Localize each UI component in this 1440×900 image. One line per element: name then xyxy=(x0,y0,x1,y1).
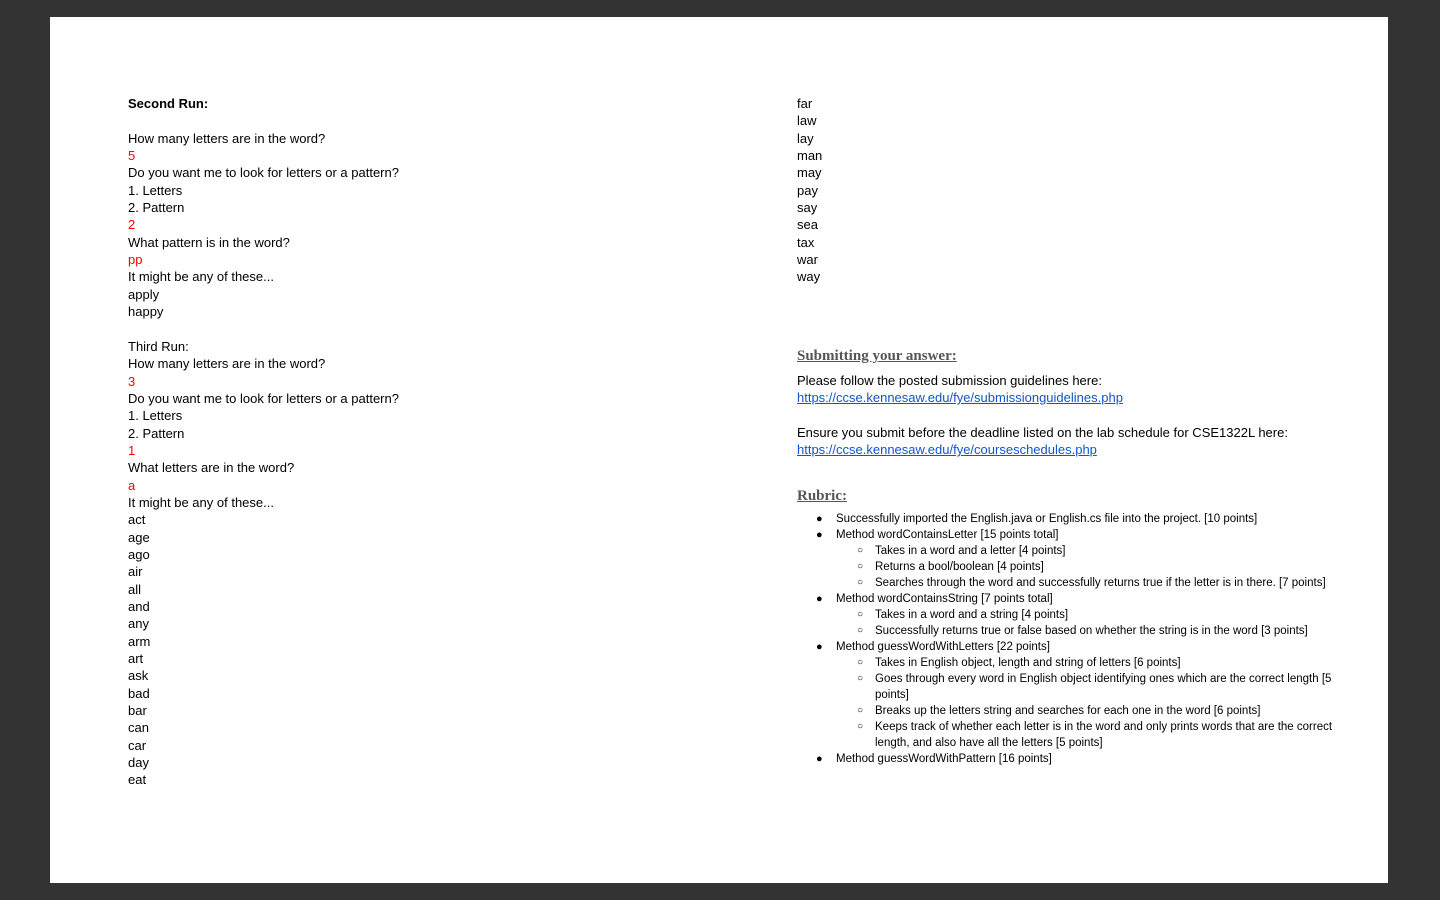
bullet-icon: ● xyxy=(816,528,823,541)
deadline-text: Ensure you submit before the deadline listed on the lab schedule for CSE1322L here: xyxy=(797,424,1288,440)
word-item: art xyxy=(128,651,144,666)
rubric-subitem xyxy=(797,719,1337,751)
rubric-subitem-text: Returns a bool/boolean [4 points] xyxy=(875,560,1044,573)
rubric-item xyxy=(797,591,1337,607)
hollow-bullet-icon: ○ xyxy=(857,624,864,636)
rubric-list xyxy=(797,511,1337,767)
rubric-subitem-text: Breaks up the letters string and searches for each one in the word [6 points] xyxy=(875,704,1261,717)
word-item: all xyxy=(128,581,142,597)
continued-word-list xyxy=(797,95,1337,286)
word-item: and xyxy=(128,598,150,614)
word-item: ask xyxy=(128,668,149,684)
rubric-subitem-text: Successfully returns true or false based on whether the string is in the word [3 points] xyxy=(875,624,1308,637)
output-line: Do you want me to look for letters or a pattern? xyxy=(128,390,399,406)
hollow-bullet-icon: ○ xyxy=(857,576,864,588)
bullet-icon: ● xyxy=(816,752,823,765)
user-input-line: 5 xyxy=(128,148,136,164)
word-item: eat xyxy=(128,772,147,788)
hollow-bullet-icon: ○ xyxy=(857,720,864,732)
word-item: lay xyxy=(797,130,814,146)
word-item: bar xyxy=(128,703,147,719)
rubric-subitem-text: Takes in English object, length and string of letters [6 points] xyxy=(875,656,1181,669)
rubric-subitem xyxy=(797,607,1337,623)
hollow-bullet-icon: ○ xyxy=(857,704,864,716)
word-item: way xyxy=(797,269,821,285)
word-item: far xyxy=(797,96,813,111)
word-item: arm xyxy=(128,633,151,649)
output-line: 2. Pattern xyxy=(128,425,185,441)
rubric-item xyxy=(797,751,1337,767)
third-run-output xyxy=(128,355,728,511)
rubric-subitem-text: Goes through every word in English object identifying ones which are the correct length [5 points] xyxy=(875,672,1332,701)
rubric-subitem xyxy=(797,559,1337,575)
course-schedules-link[interactable]: https://ccse.kennesaw.edu/fye/courseschedules.php xyxy=(797,442,1097,458)
word-item: ago xyxy=(128,546,150,562)
second-run-title: Second Run: xyxy=(128,96,209,111)
user-input-line: pp xyxy=(128,252,143,268)
hollow-bullet-icon: ○ xyxy=(857,672,864,684)
word-item: age xyxy=(128,529,150,545)
output-line: What pattern is in the word? xyxy=(128,234,290,250)
word-item: may xyxy=(797,165,822,181)
right-column xyxy=(797,95,1337,767)
document-page xyxy=(50,17,1388,883)
word-item: day xyxy=(128,755,149,771)
output-line: Do you want me to look for letters or a pattern? xyxy=(128,165,399,181)
user-input-line: 3 xyxy=(128,373,136,389)
word-item: act xyxy=(128,512,146,528)
hollow-bullet-icon: ○ xyxy=(857,544,864,556)
word-item: tax xyxy=(797,234,815,250)
output-line: happy xyxy=(128,304,164,320)
user-input-line: a xyxy=(128,477,136,493)
submission-guidelines-link[interactable]: https://ccse.kennesaw.edu/fye/submissionguidelines.php xyxy=(797,390,1123,406)
rubric-subitem xyxy=(797,543,1337,559)
hollow-bullet-icon: ○ xyxy=(857,608,864,620)
rubric-subitem-text: Takes in a word and a string [4 points] xyxy=(875,608,1069,621)
rubric-subitem xyxy=(797,575,1337,591)
guidelines-text: Please follow the posted submission guidelines here: xyxy=(797,372,1102,388)
rubric-subitem xyxy=(797,703,1337,719)
spacer xyxy=(797,406,1337,423)
output-line: How many letters are in the word? xyxy=(128,356,326,372)
rubric-subitem xyxy=(797,671,1337,703)
output-line: What letters are in the word? xyxy=(128,460,295,476)
word-item: war xyxy=(797,252,818,268)
word-item: law xyxy=(797,113,817,129)
word-item: sea xyxy=(797,217,818,233)
user-input-line: 2 xyxy=(128,217,136,233)
rubric-item-text: Method wordContainsString [7 points total] xyxy=(836,592,1053,605)
word-item: pay xyxy=(797,182,818,198)
output-line: How many letters are in the word? xyxy=(128,130,326,146)
hollow-bullet-icon: ○ xyxy=(857,656,864,668)
rubric-subitem-text: Searches through the word and successfully returns true if the letter is in there. [7 points] xyxy=(875,576,1326,589)
word-item: can xyxy=(128,720,149,736)
word-item: car xyxy=(128,737,147,753)
output-line: 1. Letters xyxy=(128,408,183,424)
spacer xyxy=(797,286,1337,346)
second-run-output xyxy=(128,130,728,321)
bullet-icon: ● xyxy=(816,640,823,653)
user-input-line: 1 xyxy=(128,442,136,458)
output-line: 2. Pattern xyxy=(128,200,185,216)
submitting-heading: Submitting your answer: xyxy=(797,347,957,364)
rubric-subitem-text: Keeps track of whether each letter is in the word and only prints words that are the correct length, and also have all the letters [5 points] xyxy=(875,720,1333,749)
rubric-item-text: Successfully imported the English.java or English.cs file into the project. [10 points] xyxy=(836,512,1258,525)
rubric-subitem-text: Takes in a word and a letter [4 points] xyxy=(875,544,1066,557)
output-line: It might be any of these... xyxy=(128,269,274,285)
spacer xyxy=(128,112,728,129)
word-item: any xyxy=(128,616,149,632)
rubric-item xyxy=(797,511,1337,527)
word-item: air xyxy=(128,564,143,580)
bullet-icon: ● xyxy=(816,512,823,525)
bullet-icon: ● xyxy=(816,592,823,605)
rubric-item-text: Method guessWordWithLetters [22 points] xyxy=(836,640,1050,653)
hollow-bullet-icon: ○ xyxy=(857,560,864,572)
rubric-item-text: Method guessWordWithPattern [16 points] xyxy=(836,752,1052,765)
output-line: apply xyxy=(128,286,160,302)
rubric-item-text: Method wordContainsLetter [15 points total] xyxy=(836,528,1059,541)
third-run-title: Third Run: xyxy=(128,338,189,354)
word-item: say xyxy=(797,200,818,216)
left-column xyxy=(128,95,728,789)
word-item: bad xyxy=(128,685,150,701)
output-line: It might be any of these... xyxy=(128,494,274,510)
spacer xyxy=(128,320,728,337)
output-line: 1. Letters xyxy=(128,182,183,198)
rubric-item xyxy=(797,639,1337,655)
rubric-subitem xyxy=(797,655,1337,671)
word-item: man xyxy=(797,148,823,164)
rubric-heading: Rubric: xyxy=(797,487,847,504)
rubric-item xyxy=(797,527,1337,543)
rubric-subitem xyxy=(797,623,1337,639)
third-run-word-list xyxy=(128,511,728,789)
